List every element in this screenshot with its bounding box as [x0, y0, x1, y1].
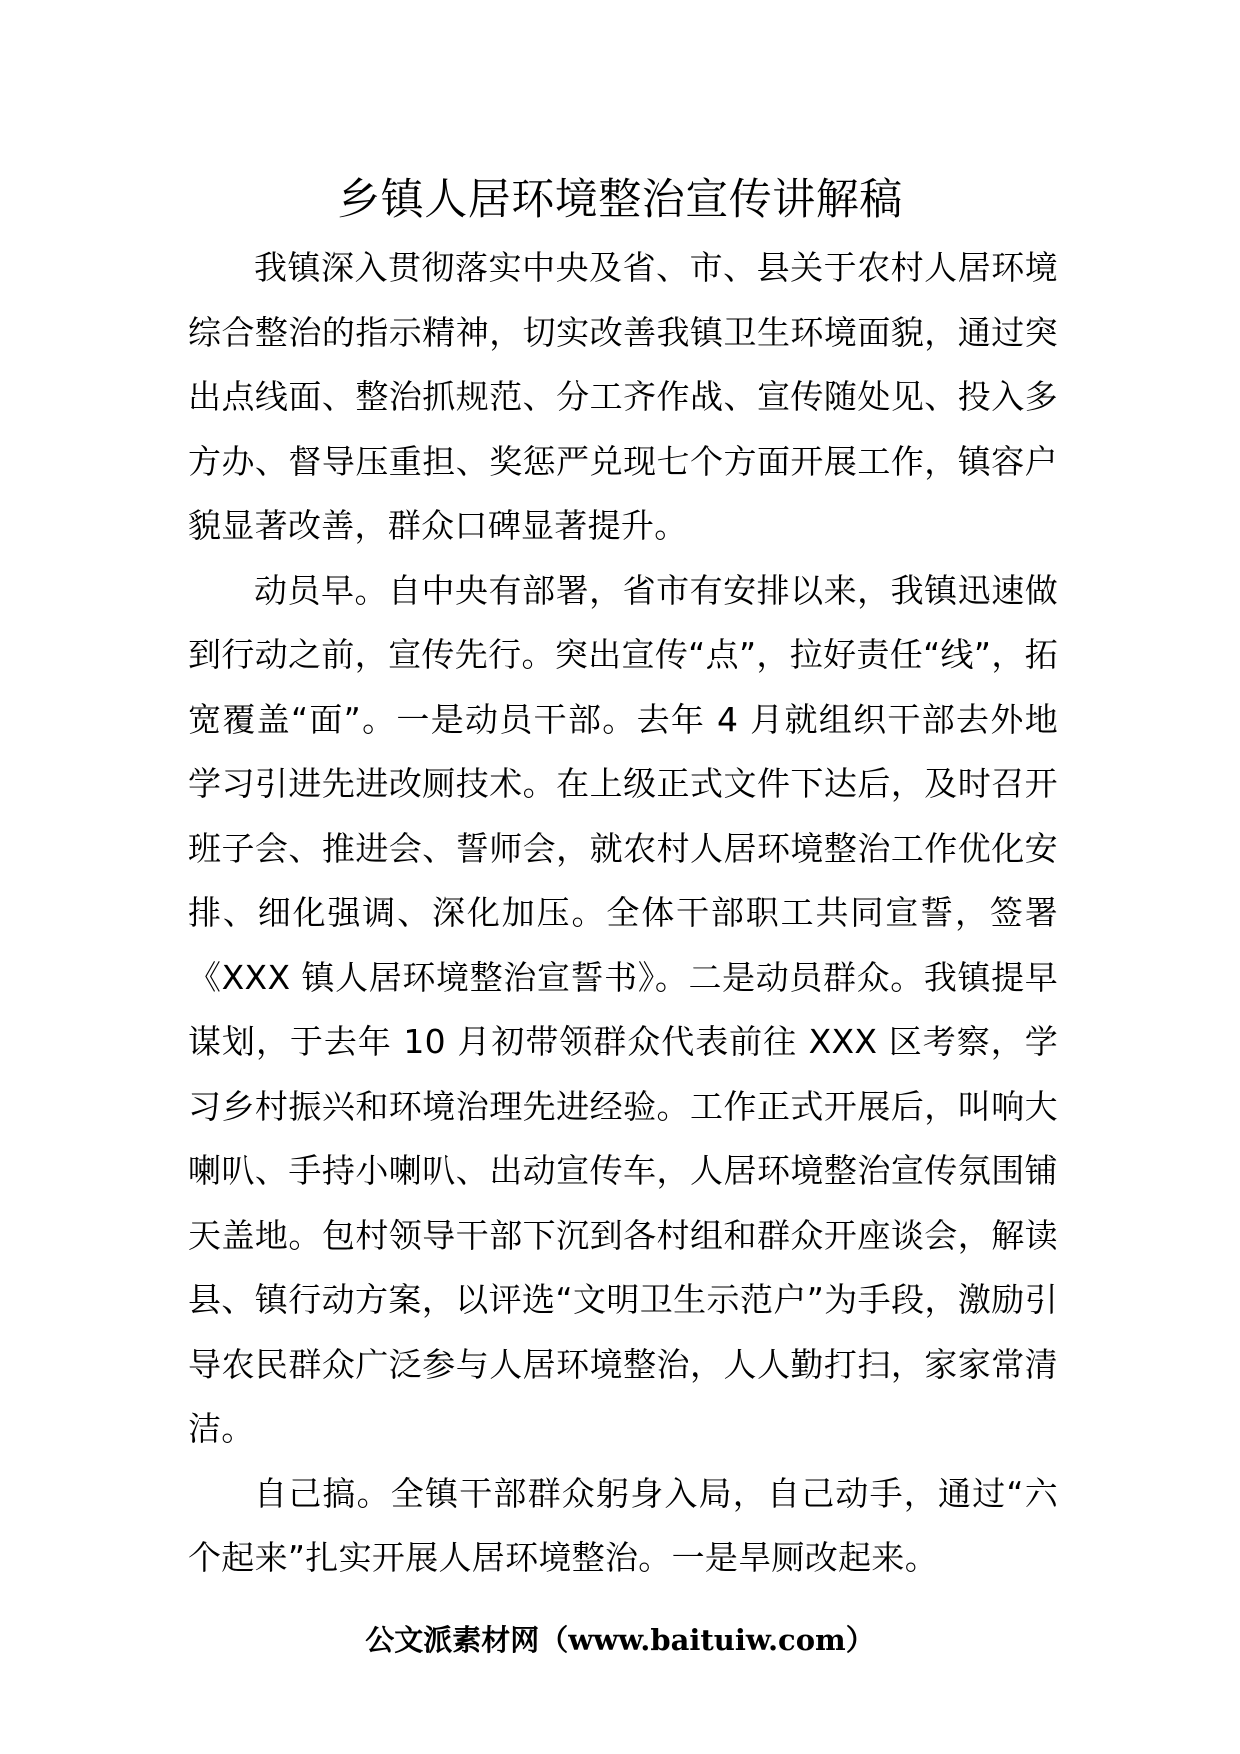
paragraph-self-action: 自己搞。全镇干部群众躬身入局，自己动手，通过“六个起来”扎实开展人居环境整治。一是旱厕改起来。: [188, 1473, 1058, 1577]
paragraph-mobilize-early: 动员早。自中央有部署，省市有安排以来，我镇迅速做到行动之前，宣传先行。突出宣传“点”，拉好责任“线”，拓宽覆盖“面”。一是动员干部。去年 4 月就组织干部去外地学习引进先进改厕技术。在上级正式文件下达后，及时召开班子会、推进会、誓师会，就农村人居环境整治工作优化安排、细化强调、深化加压。全体干部职工共同宣誓，签署《XXX 镇人居环境整治宣誓书》。二是动员群众。我镇提早谋划，于去年 10 月初带领群众代表前往 XXX 区考察，学习乡村振兴和环境治理先进经验。工作正式开展后，叫响大喇叭、手持小喇叭、出动宣传车，人居环境整治宣传氛围铺天盖地。包村领导干部下沉到各村组和群众开座谈会，解读县、镇行动方案，以评选“文明卫生示范户”为手段，激励引导农民群众广泛参与人居环境整治，人人勤打扫，家家常清洁。: [188, 570, 1058, 1448]
page-footer: 公文派素材网（www.baituiw.com）: [365, 1623, 875, 1657]
document-title: 乡镇人居环境整治宣传讲解稿: [337, 175, 903, 225]
document-body: [188, 236, 1058, 1591]
paragraph-intro: 我镇深入贯彻落实中央及省、市、县关于农村人居环境综合整治的指示精神，切实改善我镇卫生环境面貌，通过突出点线面、整治抓规范、分工齐作战、宣传随处见、投入多方办、督导压重担、奖惩严兑现七个方面开展工作，镇容户貌显著改善，群众口碑显著提升。: [188, 248, 1058, 545]
